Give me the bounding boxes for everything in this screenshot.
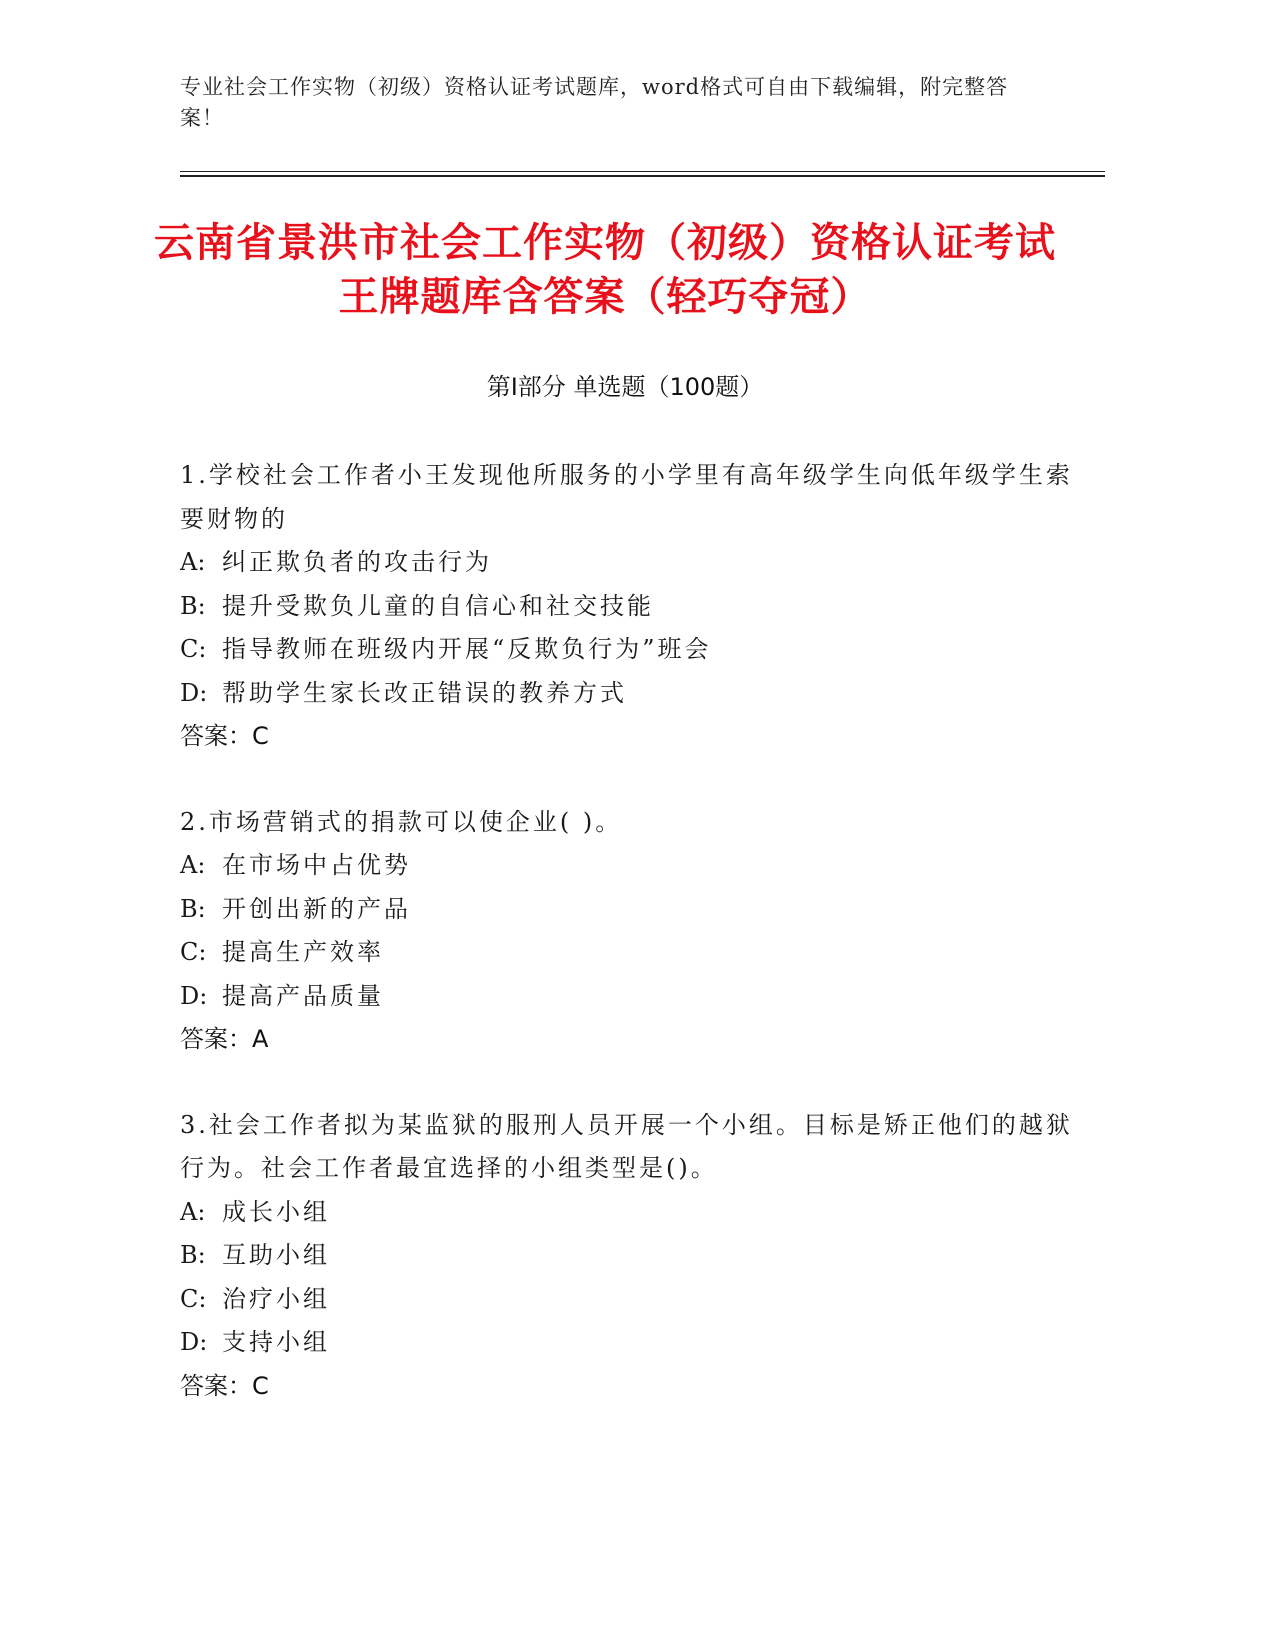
header-note: 专业社会工作实物（初级）资格认证考试题库，word格式可自由下载编辑，附完整答案！ (180, 75, 1009, 130)
option-key: A: (180, 548, 206, 576)
question-list (180, 454, 1080, 1450)
option-a (180, 1191, 1080, 1235)
option-key: C: (180, 938, 207, 966)
option-key: B: (180, 894, 206, 923)
answer: 答案：A (180, 1025, 269, 1053)
question-3 (180, 1104, 1080, 1409)
option-a (180, 844, 1080, 888)
option-text: 成长小组 (222, 1197, 330, 1226)
answer: 答案：C (180, 1371, 269, 1400)
option-b (180, 888, 1080, 932)
option-text: 提高生产效率 (222, 938, 384, 966)
question-stem: 2.市场营销式的捐款可以使企业( )。 (180, 807, 623, 836)
option-text: 支持小组 (222, 1328, 330, 1356)
option-d (180, 1321, 1080, 1365)
option-text: 提升受欺负儿童的自信心和社交技能 (222, 591, 654, 620)
option-text: 提高产品质量 (222, 981, 384, 1010)
header-rule-thick (180, 175, 1105, 177)
option-key: C: (180, 1284, 207, 1313)
option-key: A: (180, 1197, 206, 1226)
option-text: 指导教师在班级内开展“反欺负行为”班会 (222, 635, 712, 663)
option-key: B: (180, 1241, 206, 1269)
option-text: 帮助学生家长改正错误的教养方式 (222, 678, 627, 707)
option-a (180, 541, 1080, 585)
option-key: B: (180, 591, 206, 620)
question-2 (180, 801, 1080, 1062)
header-rule-thin (180, 171, 1105, 172)
question-stem: 1.学校社会工作者小王发现他所服务的小学里有高年级学生向低年级学生索要财物的 (180, 461, 1073, 533)
option-text: 在市场中占优势 (222, 851, 411, 879)
option-d (180, 975, 1080, 1019)
option-b (180, 585, 1080, 629)
option-c (180, 931, 1080, 975)
option-text: 纠正欺负者的攻击行为 (222, 548, 492, 576)
answer: 答案：C (180, 722, 269, 750)
option-key: C: (180, 635, 207, 663)
option-key: D: (180, 981, 208, 1010)
option-key: D: (180, 1328, 208, 1356)
document-title: 云南省景洪市社会工作实物（初级）资格认证考试王牌题库含答案（轻巧夺冠） (154, 220, 1056, 320)
option-key: D: (180, 678, 208, 707)
question-stem: 3.社会工作者拟为某监狱的服刑人员开展一个小组。目标是矫正他们的越狱行为。社会工作者最宜选择的小组类型是()。 (180, 1110, 1073, 1182)
option-key: A: (180, 851, 206, 879)
option-text: 治疗小组 (222, 1284, 330, 1313)
option-b (180, 1234, 1080, 1278)
option-c (180, 1278, 1080, 1322)
question-1 (180, 454, 1080, 759)
option-d (180, 672, 1080, 716)
option-text: 开创出新的产品 (222, 894, 411, 923)
section-title: 第Ⅰ部分 单选题（100题） (486, 373, 764, 401)
option-c (180, 628, 1080, 672)
option-text: 互助小组 (222, 1241, 330, 1269)
